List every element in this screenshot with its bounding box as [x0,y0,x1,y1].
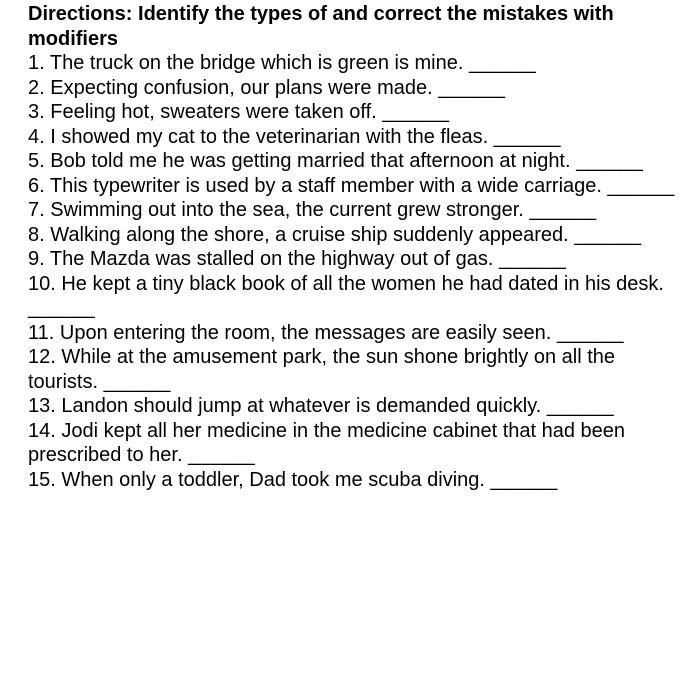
exercise-item-11: 11. Upon entering the room, the messages are easily seen. ______ [28,321,624,344]
exercise-item-2: 2. Expecting confusion, our plans were made. ______ [28,76,505,99]
exercise-list [28,51,681,492]
exercise-item-5: 5. Bob told me he was getting married that afternoon at night. ______ [28,150,643,172]
directions-title: Directions: Identify the types of and correct the mistakes with modifiers [28,3,614,50]
exercise-item-9: 9. The Mazda was stalled on the highway out of gas. ______ [28,248,566,270]
exercise-item-12: 12. While at the amusement park, the sun shone brightly on all the tourists. ______ [28,346,616,393]
exercise-item-15: 15. When only a toddler, Dad took me scuba diving. ______ [28,468,558,491]
exercise-item-3: 3. Feeling hot, sweaters were taken off. ______ [28,101,450,123]
exercise-item-10: 10. He kept a tiny black book of all the women he had dated in his desk. ______ [28,272,664,319]
exercise-item-14: 14. Jodi kept all her medicine in the medicine cabinet that had been prescribed to her. ______ [28,419,626,466]
exercise-item-13: 13. Landon should jump at whatever is demanded quickly. ______ [28,395,614,417]
exercise-item-6: 6. This typewriter is used by a staff member with a wide carriage. ______ [28,174,675,197]
exercise-item-1: 1. The truck on the bridge which is green is mine. ______ [28,52,536,74]
exercise-item-7: 7. Swimming out into the sea, the current grew stronger. ______ [28,199,597,221]
exercise-item-4: 4. I showed my cat to the veterinarian with the fleas. ______ [28,125,561,148]
exercise-item-8: 8. Walking along the shore, a cruise ship suddenly appeared. ______ [28,223,641,246]
